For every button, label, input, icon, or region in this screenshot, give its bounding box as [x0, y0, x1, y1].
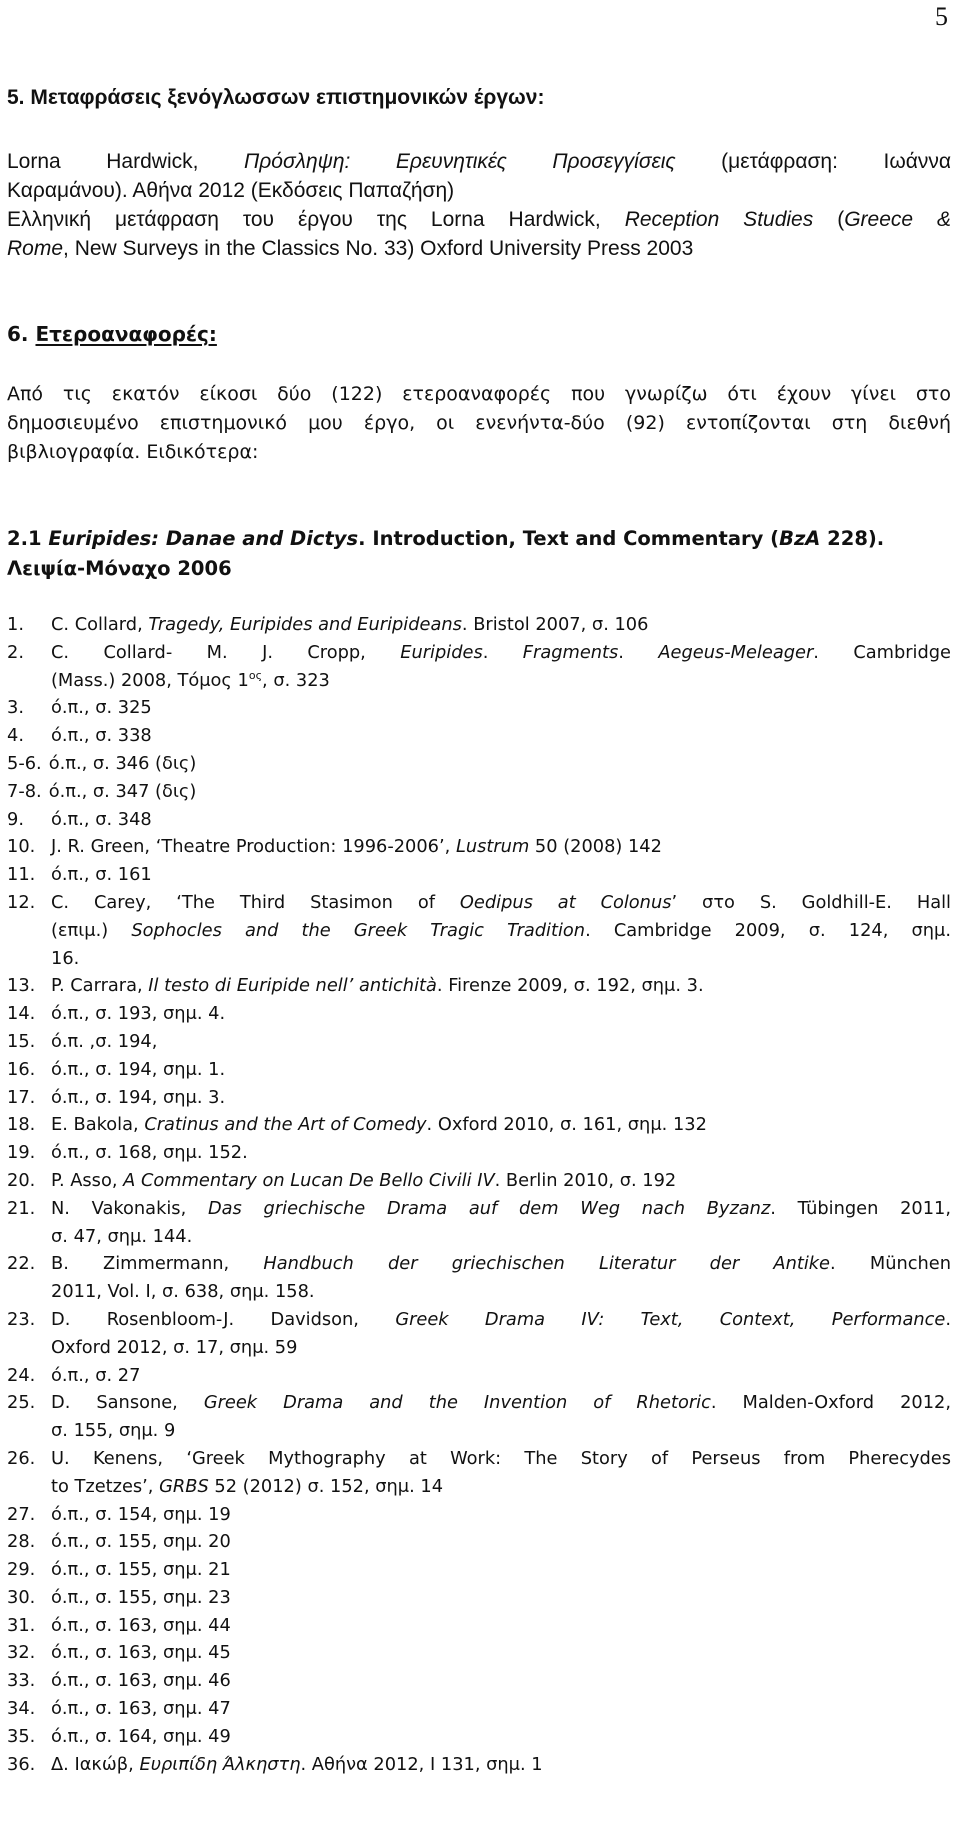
citation-text: C. Collard- M. J. Cropp, Euripides. Fragments. Aegeus-Meleager. Cambridge: [51, 641, 951, 663]
citation-number: 28.: [7, 1531, 36, 1553]
intro-line: δημοσιευμένο επιστημονικό μου έργο, οι ενενήντα-δύο (92) εντοπίζονται στη διεθνή: [7, 412, 951, 434]
book-title: Euripides: Danae and Dictys: [48, 527, 359, 550]
section-5-heading: 5. Μεταφράσεις ξενόγλωσσων επιστημονικών έργων:: [7, 86, 545, 109]
citation-item: [7, 1056, 951, 1084]
citation-item: [7, 1528, 951, 1556]
citation-text: ό.π., σ. 155, σημ. 20: [51, 1531, 231, 1553]
citation-item: [7, 833, 951, 861]
citation-continuation: to Tzetzes’, GRBS 52 (2012) σ. 152, σημ. 14: [51, 1475, 444, 1497]
citation-number: 23.: [7, 1308, 36, 1330]
subsection-line-1: [7, 524, 951, 554]
citation-item: [7, 1167, 951, 1195]
citation-number: 36.: [7, 1753, 36, 1775]
citation-text: ό.π., σ. 193, σημ. 4.: [51, 1003, 226, 1025]
citation-number: 16.: [7, 1058, 36, 1080]
citation-continuation: 16.: [51, 947, 80, 969]
citation-item: [7, 806, 951, 834]
translation-line-2: Καραμάνου). Αθήνα 2012 (Εκδόσεις Παπαζήση): [7, 179, 455, 202]
citation-number: 18.: [7, 1114, 36, 1136]
citation-item: [7, 1139, 951, 1167]
citation-item: [7, 722, 951, 750]
citation-list: [7, 611, 951, 1778]
citation-item: [7, 1111, 951, 1139]
citation-number: 3.: [7, 697, 24, 719]
page-number: 5: [935, 2, 948, 31]
citation-text: ό.π., σ. 163, σημ. 46: [51, 1670, 231, 1692]
citation-number: 17.: [7, 1086, 36, 1108]
citation-item: [7, 778, 951, 806]
text: Lorna Hardwick,: [7, 150, 199, 173]
citation-number: 33.: [7, 1670, 36, 1692]
citation-text: ό.π., σ. 155, σημ. 23: [51, 1586, 231, 1608]
citations-intro: [7, 380, 951, 467]
citation-text: ό.π. ,σ. 194,: [51, 1030, 158, 1052]
book-title: Reception Studies: [624, 208, 814, 231]
citation-text: B. Zimmermann, Handbuch der griechischen Literatur der Antike. München: [51, 1253, 951, 1275]
citation-number: 15.: [7, 1030, 36, 1052]
citation-text: ό.π., σ. 194, σημ. 3.: [51, 1086, 226, 1108]
citation-number: 5-6.: [7, 752, 42, 774]
citation-item: [7, 861, 951, 889]
citation-number: 21.: [7, 1197, 36, 1219]
citation-number: 26.: [7, 1447, 36, 1469]
citation-number: 35.: [7, 1725, 36, 1747]
translation-line-1: [7, 147, 951, 176]
translation-line-4: [7, 234, 951, 263]
citation-text: ό.π., σ. 161: [51, 864, 152, 886]
citation-item: [7, 1639, 951, 1667]
citation-item: [7, 1723, 951, 1751]
citation-item: [7, 1389, 951, 1417]
citation-item: [7, 750, 951, 778]
citation-text: ό.π., σ. 338: [51, 725, 152, 747]
citation-text: ό.π., σ. 163, σημ. 47: [51, 1698, 231, 1720]
citation-number: 29.: [7, 1559, 36, 1581]
translation-entry: [7, 147, 951, 263]
citation-item: [7, 1584, 951, 1612]
heading-number: 6.: [7, 322, 36, 346]
citation-continuation: (επιμ.) Sophocles and the Greek Tragic Tradition. Cambridge 2009, σ. 124, σημ.: [51, 919, 951, 941]
citation-item: [7, 1695, 951, 1723]
citation-text: ό.π., σ. 27: [51, 1364, 141, 1386]
citation-continuation: σ. 155, σημ. 9: [51, 1420, 176, 1442]
citation-number: 25.: [7, 1392, 36, 1414]
citation-text: J. R. Green, ‘Theatre Production: 1996-2006’, Lustrum 50 (2008) 142: [51, 836, 662, 858]
citation-number: 10.: [7, 836, 36, 858]
citation-item: [7, 1362, 951, 1390]
citation-number: 12.: [7, 891, 36, 913]
citation-number: 32.: [7, 1642, 36, 1664]
citation-number: 11.: [7, 864, 36, 886]
citation-text: D. Rosenbloom-J. Davidson, Greek Drama IV: Text, Context, Performance.: [51, 1308, 951, 1330]
citation-text: ό.π., σ. 168, σημ. 152.: [51, 1142, 248, 1164]
text: (: [837, 208, 845, 231]
series-title: Rome: [7, 237, 64, 260]
subsection-heading: [7, 524, 951, 584]
citation-text: ό.π., σ. 154, σημ. 19: [51, 1503, 231, 1525]
citation-number: 24.: [7, 1364, 36, 1386]
citation-text: ό.π., σ. 155, σημ. 21: [51, 1559, 231, 1581]
citation-item: [7, 1000, 951, 1028]
citation-text: ό.π., σ. 163, σημ. 44: [51, 1614, 231, 1636]
text: (μετάφραση: Ιωάννα: [721, 150, 951, 173]
series-title: BzA: [779, 527, 821, 550]
citation-number: 20.: [7, 1169, 36, 1191]
citation-text: C. Collard, Tragedy, Euripides and Euripideans. Bristol 2007, σ. 106: [51, 614, 649, 635]
citation-number: 14.: [7, 1003, 36, 1025]
citation-text: ό.π., σ. 348: [51, 808, 152, 830]
text: , New Surveys in the Classics No. 33) Oxford University Press 2003: [63, 237, 694, 260]
text: . Introduction, Text and Commentary (: [358, 527, 780, 550]
citation-number: 27.: [7, 1503, 36, 1525]
text: 2.1: [7, 527, 49, 550]
citation-number: 7-8.: [7, 780, 42, 802]
translation-line-3: [7, 205, 951, 234]
citation-text: ό.π., σ. 347 (δις): [48, 780, 197, 802]
text: 228).: [820, 527, 885, 550]
citation-item: [7, 1084, 951, 1112]
citation-item: [7, 639, 951, 667]
citation-text: ό.π., σ. 194, σημ. 1.: [51, 1058, 226, 1080]
citation-number: 4.: [7, 725, 24, 747]
citation-item: [7, 1751, 951, 1779]
citation-text: P. Carrara, Il testo di Euripide nell’ antichità. Firenze 2009, σ. 192, σημ. 3.: [51, 975, 704, 997]
citation-item: [7, 889, 951, 917]
citation-number: 31.: [7, 1614, 36, 1636]
citation-number: 2.: [7, 641, 24, 663]
book-title: Πρόσληψη: Ερευνητικές Προσεγγίσεις: [244, 150, 676, 173]
citation-item: [7, 1667, 951, 1695]
citation-item: [7, 1612, 951, 1640]
citation-continuation: σ. 47, σημ. 144.: [51, 1225, 193, 1247]
heading-text: Ετεροαναφορές:: [35, 322, 217, 346]
citation-item: [7, 1195, 951, 1223]
citation-number: 34.: [7, 1698, 36, 1720]
citation-text: ό.π., σ. 325: [51, 697, 152, 719]
intro-line: βιβλιογραφία. Ειδικότερα:: [7, 441, 259, 463]
section-6-heading: [7, 322, 217, 346]
citation-item: [7, 1250, 951, 1278]
citation-continuation: (Mass.) 2008, Τόμος $1^{o\varsigma}$, σ. 323: [51, 668, 330, 691]
citation-item: [7, 694, 951, 722]
citation-item: [7, 1306, 951, 1334]
citation-text: D. Sansone, Greek Drama and the Invention of Rhetoric. Malden-Oxford 2012,: [51, 1392, 951, 1414]
citation-number: 1.: [7, 614, 24, 635]
subsection-line-2: Λειψία-Μόναχο 2006: [7, 557, 232, 580]
citation-text: ό.π., σ. 163, σημ. 45: [51, 1642, 231, 1664]
citation-text: P. Asso, A Commentary on Lucan De Bello Civili IV. Berlin 2010, σ. 192: [51, 1169, 677, 1191]
intro-line: Από τις εκατόν είκοσι δύο (122) ετεροαναφορές που γνωρίζω ότι έχουν γίνει στο: [7, 383, 951, 405]
citation-text: ό.π., σ. 346 (δις): [48, 752, 197, 774]
text: Ελληνική μετάφραση του έργου της Lorna Hardwick,: [7, 208, 601, 231]
citation-item: [7, 611, 951, 639]
citation-text: ό.π., σ. 164, σημ. 49: [51, 1725, 231, 1747]
citation-continuation: Oxford 2012, σ. 17, σημ. 59: [51, 1336, 298, 1358]
citation-text: Δ. Ιακώβ, Ευριπίδη Άλκηστη. Αθήνα 2012, Ι 131, σημ. 1: [51, 1753, 543, 1775]
citation-text: N. Vakonakis, Das griechische Drama auf dem Weg nach Byzanz. Tübingen 2011,: [51, 1197, 951, 1219]
citation-text: C. Carey, ‘The Third Stasimon of Oedipus at Colonus’ στο S. Goldhill-E. Hall: [51, 891, 951, 913]
citation-continuation: 2011, Vol. I, σ. 638, σημ. 158.: [51, 1281, 315, 1303]
citation-item: [7, 1556, 951, 1584]
citation-text: E. Bakola, Cratinus and the Art of Comedy. Oxford 2010, σ. 161, σημ. 132: [51, 1114, 707, 1136]
series-title: Greece &: [844, 208, 951, 231]
citation-text: U. Kenens, ‘Greek Mythography at Work: The Story of Perseus from Pherecydes: [51, 1447, 951, 1469]
citation-number: 19.: [7, 1142, 36, 1164]
citation-number: 22.: [7, 1253, 36, 1275]
citation-item: [7, 1028, 951, 1056]
citation-item: [7, 972, 951, 1000]
citation-item: [7, 1501, 951, 1529]
citation-number: 13.: [7, 975, 36, 997]
citation-number: 9.: [7, 808, 24, 830]
citation-number: 30.: [7, 1586, 36, 1608]
citation-item: [7, 1445, 951, 1473]
